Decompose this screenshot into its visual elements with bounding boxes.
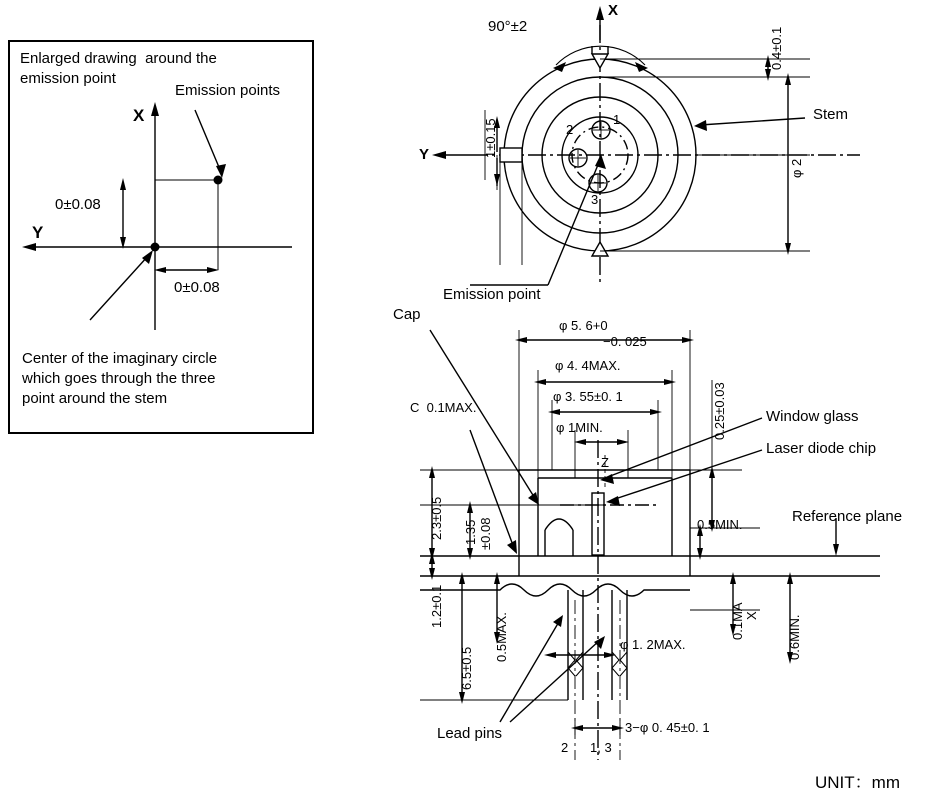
pin-label-right: 1, 3 (590, 740, 612, 755)
top-view-pin-3: 3 (591, 192, 599, 207)
dim-05max: 0.5MAX. (494, 612, 509, 662)
dim-phi56-main: φ 5. 6+0 (559, 318, 608, 333)
unit-note: UNIT：mm (815, 773, 900, 792)
emission-point-label: Emission point (443, 286, 541, 303)
dim-3phi045: 3−φ 0. 45±0. 1 (625, 720, 710, 735)
window-glass-label: Window glass (766, 408, 859, 425)
dim-05min: 0.5MIN. (697, 517, 743, 532)
dim-phi12max: φ 1. 2MAX. (620, 637, 686, 652)
dim-z: Z (601, 455, 609, 470)
enlarged-tol-horizontal: 0±0.08 (174, 279, 220, 296)
top-view-dim-phi2: φ 2 (789, 158, 804, 178)
top-view-pin-1: 1 (613, 112, 621, 127)
cap-label: Cap (393, 306, 421, 323)
dim-135-tol: ±0.08 (478, 517, 493, 550)
dim-135: 1.35 (463, 519, 478, 545)
top-view-axis-y: Y (419, 146, 430, 163)
reference-plane-label: Reference plane (792, 508, 903, 525)
enlarged-note-line2: which goes through the three (22, 370, 216, 387)
top-view-pin-2: 2 (566, 122, 574, 137)
top-view-axis-x: X (608, 2, 619, 19)
dim-c01max: C 0.1MAX. (410, 400, 477, 415)
top-view-dim-top-right: 0.4±0.1 (769, 26, 784, 70)
lead-pins-label: Lead pins (437, 725, 503, 742)
dim-23: 2.3±0.5 (429, 496, 444, 540)
top-view-angle: 90°±2 (488, 18, 528, 35)
dim-phi355: φ 3. 55±0. 1 (553, 389, 623, 404)
enlarged-panel-title-line1: Enlarged drawing around the (20, 50, 217, 67)
dim-01ma: 0.1MA (730, 602, 745, 640)
enlarged-note-line3: point around the stem (22, 390, 168, 407)
enlarged-note-line1: Center of the imaginary circle (22, 350, 218, 367)
dim-phi56-tol: −0. 025 (603, 334, 647, 349)
dim-phi44: φ 4. 4MAX. (555, 358, 621, 373)
enlarged-axis-x-label: X (133, 106, 145, 125)
enlarged-panel-title-line2: emission point (20, 70, 116, 87)
dim-06min: 0.6MIN. (787, 614, 802, 660)
enlarged-axis-y-label: Y (32, 223, 44, 242)
dim-01ma-x: X (744, 611, 759, 620)
stem-label: Stem (813, 106, 849, 123)
laser-diode-chip-label: Laser diode chip (766, 440, 877, 457)
enlarged-tol-vertical: 0±0.08 (55, 196, 101, 213)
dim-12: 1.2±0.1 (429, 584, 444, 628)
emission-points-label: Emission points (175, 82, 281, 99)
dim-025: 0.25±0.03 (712, 382, 727, 440)
dim-phi1min: φ 1MIN. (556, 420, 603, 435)
top-view-dim-left: 1±0.15 (483, 118, 498, 158)
dim-65: 6.5±0.5 (459, 646, 474, 690)
pin-label-left: 2 (561, 740, 569, 755)
